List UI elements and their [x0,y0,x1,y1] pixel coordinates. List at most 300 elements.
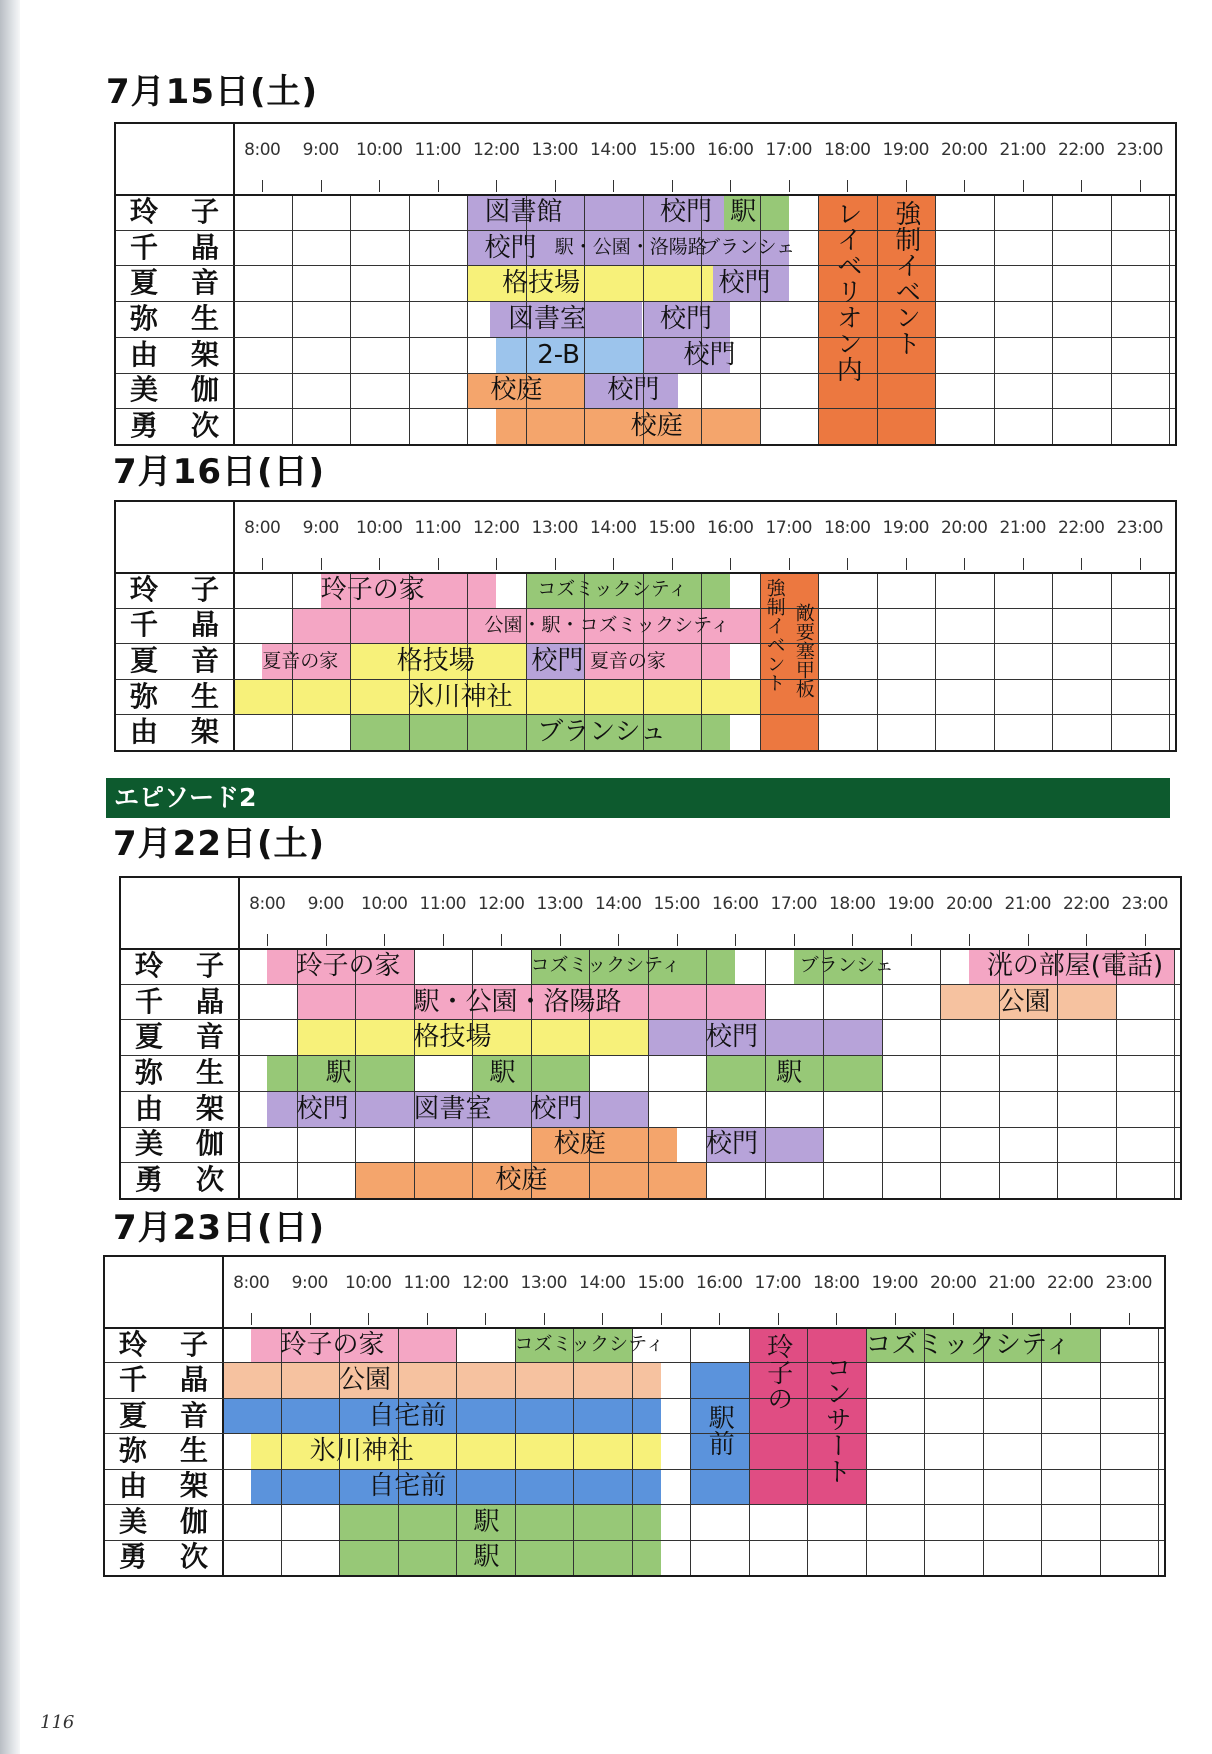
date-title-0716: 7月16日(日) [113,452,326,492]
grid-line-vertical [818,194,819,444]
character-name-first: 千 [119,1363,148,1397]
character-name-first: 玲 [119,1327,148,1361]
location-label: 格技場 [502,268,581,299]
hour-label: 9:00 [291,1273,328,1293]
location-label: 公園 [998,986,1051,1017]
hour-label: 13:00 [531,140,578,160]
event-label-vertical: レイベリオン内 [832,200,863,382]
grid-line-vertical [818,572,819,750]
hour-tick [789,180,790,192]
hour-tick [906,180,907,192]
hour-label: 17:00 [770,894,817,914]
hour-label: 23:00 [1121,894,1168,914]
location-label: 校門 [531,646,584,676]
grid-line-vertical [456,1327,457,1575]
grid-line-vertical [350,194,351,444]
hour-label: 17:00 [765,140,812,160]
character-name-first: 由 [135,1091,164,1125]
character-name-second: 生 [190,302,219,335]
hour-tick [1023,180,1024,192]
hour-label: 22:00 [1058,518,1105,538]
location-label: 校門 [660,304,713,334]
grid-line-horizontal [116,408,1175,409]
name-column-divider [233,124,235,444]
event-label-vertical: 玲子の [762,1333,793,1411]
header-divider [116,572,1175,574]
hour-tick [262,180,263,192]
hour-tick [735,934,736,946]
character-name-second: 架 [190,715,219,749]
character-name [105,1540,222,1574]
character-name-second: 晶 [179,1363,208,1397]
character-name-second: 架 [190,337,219,371]
character-name [116,409,233,443]
character-name-first: 美 [119,1504,148,1538]
grid-line-vertical [472,948,473,1198]
hour-label: 9:00 [302,518,339,538]
hour-tick [730,558,731,570]
grid-line-vertical [749,1327,750,1575]
location-label: 校門 [718,268,771,299]
character-name [121,1163,238,1197]
grid-line-horizontal [121,1091,1180,1092]
character-name-second: 子 [190,194,219,228]
grid-line-vertical [297,948,298,1198]
character-name-second: 音 [190,644,219,677]
name-column-divider [238,878,240,1198]
hour-tick [953,1313,954,1325]
location-label: 駅 [730,196,757,227]
location-label: 氷川神社 [309,1436,414,1466]
hour-tick [895,1313,896,1325]
episode-banner [106,778,1170,818]
grid-line-horizontal [116,301,1175,302]
hour-tick [379,180,380,192]
character-name-first: 夏 [135,1020,164,1054]
hour-tick [847,180,848,192]
date-title-0723: 7月23日(日) [113,1208,326,1248]
hour-tick [438,558,439,570]
grid-line-vertical [526,572,527,750]
character-name-first: 夏 [119,1398,148,1432]
time-block [222,1362,661,1397]
grid-line-vertical [1100,1327,1101,1575]
hour-label: 22:00 [1047,1273,1094,1293]
character-name [116,231,233,265]
character-name [105,1434,222,1468]
hour-label: 11:00 [403,1273,450,1293]
character-name-first: 由 [130,337,159,371]
location-label: 玲子の家 [320,574,425,605]
location-label: 格技場 [413,1022,492,1053]
character-name-second: 子 [195,948,224,982]
character-name [121,949,238,983]
header-divider [121,948,1180,950]
hour-label: 14:00 [590,140,637,160]
hour-tick [672,180,673,192]
hour-tick [964,180,965,192]
hour-tick [443,934,444,946]
grid-line-vertical [882,948,883,1198]
character-name [116,644,233,678]
grid-line-vertical [589,948,590,1198]
hour-tick [379,558,380,570]
hour-label: 16:00 [696,1273,743,1293]
hour-label: 16:00 [707,140,754,160]
hour-label: 10:00 [356,518,403,538]
hour-label: 12:00 [473,140,520,160]
hour-tick [1081,558,1082,570]
character-name-second: 生 [179,1434,208,1467]
hour-label: 20:00 [930,1273,977,1293]
character-name-second: 伽 [179,1504,208,1538]
character-name-second: 音 [179,1398,208,1432]
character-name-second: 生 [195,1056,224,1089]
character-name [116,338,233,372]
location-label: 氷川神社 [408,681,513,712]
grid-line-vertical [1169,194,1170,444]
location-label: 玲子の家 [296,950,401,981]
hour-tick [789,558,790,570]
grid-line-horizontal [121,984,1180,985]
character-name [105,1328,222,1362]
location-label: 駅 [489,1058,516,1088]
hour-tick [847,558,848,570]
character-name-second: 生 [190,679,219,713]
hour-tick [618,934,619,946]
character-name-second: 音 [190,266,219,300]
character-name [121,1020,238,1054]
grid-line-horizontal [116,337,1175,338]
hour-label: 11:00 [414,140,461,160]
hour-tick [1081,180,1082,192]
hour-label: 10:00 [356,140,403,160]
hour-label: 12:00 [473,518,520,538]
hour-tick [544,1313,545,1325]
location-label: 校門 [296,1093,349,1124]
character-name-second: 音 [195,1020,224,1054]
grid-line-horizontal [105,1540,1164,1541]
hour-tick [496,180,497,192]
hour-label: 13:00 [536,894,583,914]
location-label: 格技場 [396,646,475,676]
grid-line-horizontal [116,714,1175,715]
hour-tick [262,558,263,570]
grid-line-vertical [690,1327,691,1575]
hour-label: 15:00 [637,1273,684,1293]
hour-label: 19:00 [882,518,929,538]
character-name-second: 晶 [195,984,224,1018]
character-name [121,985,238,1019]
hour-tick [1140,180,1141,192]
hour-label: 22:00 [1058,140,1105,160]
hour-label: 8:00 [244,518,281,538]
character-name-first: 美 [130,373,159,407]
character-name-first: 夏 [130,644,159,677]
hour-label: 15:00 [648,140,695,160]
episode-label: エピソード2 [114,783,257,812]
grid-line-vertical [994,572,995,750]
grid-line-vertical [924,1327,925,1575]
hour-label: 18:00 [829,894,876,914]
hour-tick [613,558,614,570]
location-label: 校門 [607,375,660,406]
hour-tick [555,180,556,192]
location-label: 公園 [339,1365,392,1396]
grid-line-vertical [1057,948,1058,1198]
grid-line-vertical [1158,1327,1159,1575]
character-name [105,1469,222,1503]
location-label: 自宅前 [368,1400,447,1431]
grid-line-vertical [807,1327,808,1575]
page-binding-shadow [0,0,20,1754]
hour-tick [1012,1313,1013,1325]
location-label: 校庭 [490,375,543,406]
grid-line-vertical [643,194,644,444]
grid-line-vertical [935,194,936,444]
hour-tick [267,934,268,946]
hour-label: 19:00 [887,894,934,914]
hour-label: 23:00 [1116,140,1163,160]
hour-tick [613,180,614,192]
character-name-first: 美 [135,1127,164,1161]
hour-label: 9:00 [307,894,344,914]
hour-tick [964,558,965,570]
event-label-vertical: 強制イベント [763,578,786,692]
character-name [116,302,233,336]
location-label: 校庭 [495,1165,548,1196]
hour-tick [485,1313,486,1325]
grid-line-vertical [706,948,707,1198]
grid-line-vertical [866,1327,867,1575]
date-title-0722: 7月22日(土) [113,824,326,864]
character-name [121,1092,238,1126]
grid-line-vertical [999,948,1000,1198]
hour-label: 20:00 [941,518,988,538]
location-label: 洸の部屋(電話) [986,950,1164,981]
location-label: 自宅前 [368,1471,447,1502]
grid-line-vertical [823,948,824,1198]
character-name-second: 架 [195,1091,224,1125]
grid-line-horizontal [121,1055,1180,1056]
date-title-0715: 7月15日(土) [106,72,319,112]
grid-line-vertical [760,572,761,750]
character-name-second: 次 [179,1540,208,1574]
character-name-first: 弥 [130,679,159,713]
hour-tick [1070,1313,1071,1325]
hour-label: 23:00 [1105,1273,1152,1293]
hour-label: 18:00 [824,518,871,538]
location-label: 玲子の家 [280,1329,385,1360]
character-name-second: 晶 [190,608,219,642]
grid-line-vertical [1052,572,1053,750]
character-name-first: 勇 [135,1163,164,1197]
hour-tick [1028,934,1029,946]
location-label: 校門 [706,1129,759,1160]
time-block [496,408,759,444]
grid-line-vertical [467,194,468,444]
hour-tick [911,934,912,946]
hour-tick [427,1313,428,1325]
grid-line-vertical [1116,948,1117,1198]
location-label: 駅 [473,1542,500,1573]
grid-line-vertical [994,194,995,444]
character-name-first: 弥 [135,1056,164,1089]
grid-line-horizontal [105,1398,1164,1399]
hour-label: 8:00 [233,1273,270,1293]
grid-line-vertical [701,572,702,750]
character-name-first: 千 [135,984,164,1018]
location-label: 校門 [683,339,736,370]
character-name-first: 夏 [130,266,159,300]
location-label: ブランシェ [701,236,796,259]
grid-line-horizontal [105,1469,1164,1470]
hour-label: 21:00 [988,1273,1035,1293]
character-name-second: 伽 [190,373,219,407]
hour-tick [730,180,731,192]
hour-tick [496,558,497,570]
grid-line-horizontal [105,1504,1164,1505]
character-name-first: 弥 [130,302,159,335]
grid-line-vertical [1111,194,1112,444]
grid-line-vertical [414,948,415,1198]
character-name [116,573,233,607]
hour-label: 12:00 [478,894,525,914]
character-name-first: 由 [130,715,159,749]
grid-line-vertical [760,194,761,444]
character-name-second: 架 [179,1469,208,1503]
location-label: コズミックシティ [514,1333,665,1356]
event-label-vertical: コンサート [821,1354,852,1485]
page-number: 116 [40,1712,75,1733]
grid-line-horizontal [116,230,1175,231]
character-name [105,1399,222,1433]
grid-line-horizontal [116,679,1175,680]
hour-label: 12:00 [462,1273,509,1293]
hour-label: 23:00 [1116,518,1163,538]
location-label: 校門 [660,196,713,227]
hour-label: 17:00 [754,1273,801,1293]
hour-tick [1140,558,1141,570]
location-label: ブランシュ [537,717,667,748]
event-label-vertical: 駅前 [704,1403,735,1456]
hour-label: 16:00 [707,518,754,538]
hour-tick [251,1313,252,1325]
hour-label: 13:00 [531,518,578,538]
hour-tick [672,558,673,570]
hour-label: 17:00 [765,518,812,538]
character-name-second: 次 [190,409,219,443]
character-name-first: 弥 [119,1434,148,1467]
grid-line-vertical [877,194,878,444]
character-name-first: 玲 [130,194,159,228]
location-label: コズミックシティ [537,578,688,601]
location-label: 校庭 [553,1129,606,1160]
grid-line-vertical [1111,572,1112,750]
grid-line-vertical [515,1327,516,1575]
character-name [116,715,233,749]
grid-line-horizontal [105,1433,1164,1434]
location-label: 駅・公園・洛陽路 [413,986,622,1017]
grid-line-vertical [632,1327,633,1575]
character-name [105,1363,222,1397]
hour-label: 10:00 [345,1273,392,1293]
location-label: 夏音の家 [589,649,666,672]
grid-line-vertical [765,948,766,1198]
grid-line-vertical [409,194,410,444]
hour-label: 11:00 [414,518,461,538]
hour-label: 18:00 [824,140,871,160]
location-label: 図書館 [484,196,563,227]
location-label: 2-B [537,339,581,370]
character-name [116,373,233,407]
grid-line-vertical [281,1327,282,1575]
character-name-first: 玲 [135,948,164,982]
grid-line-horizontal [121,1162,1180,1163]
hour-label: 20:00 [941,140,988,160]
hour-tick [555,558,556,570]
location-label: 駅 [473,1506,500,1537]
grid-line-vertical [877,572,878,750]
location-label: 校庭 [630,411,683,442]
hour-tick [778,1313,779,1325]
hour-tick [906,558,907,570]
location-label: 図書室 [507,304,586,334]
schedule-grid-0722 [119,876,1182,1200]
grid-line-horizontal [116,643,1175,644]
name-column-divider [222,1257,224,1575]
grid-line-vertical [648,948,649,1198]
hour-tick [836,1313,837,1325]
event-label-vertical: 強制イベント [890,200,921,356]
grid-line-vertical [940,948,941,1198]
hour-label: 22:00 [1063,894,1110,914]
hour-tick [794,934,795,946]
schedule-grid-0723 [103,1255,1166,1577]
hour-tick [1023,558,1024,570]
hour-label: 15:00 [648,518,695,538]
character-name-first: 玲 [130,572,159,606]
character-name [116,680,233,714]
hour-tick [438,180,439,192]
location-label: コズミックシティ [530,954,681,977]
hour-tick [677,934,678,946]
hour-label: 9:00 [302,140,339,160]
grid-line-vertical [1169,572,1170,750]
grid-line-vertical [1052,194,1053,444]
hour-label: 18:00 [813,1273,860,1293]
hour-label: 16:00 [712,894,759,914]
schedule-grid-0716 [114,500,1177,752]
grid-line-vertical [983,1327,984,1575]
character-name [121,1127,238,1161]
hour-label: 21:00 [999,518,1046,538]
hour-tick [661,1313,662,1325]
hour-tick [602,1313,603,1325]
header-divider [105,1327,1164,1329]
hour-tick [321,558,322,570]
location-label: 校門 [484,232,537,263]
hour-label: 19:00 [871,1273,918,1293]
character-name-second: 伽 [195,1127,224,1161]
grid-line-vertical [292,194,293,444]
hour-tick [1145,934,1146,946]
hour-tick [1129,1313,1130,1325]
character-name [121,1056,238,1090]
hour-label: 20:00 [946,894,993,914]
hour-tick [852,934,853,946]
hour-tick [1086,934,1087,946]
